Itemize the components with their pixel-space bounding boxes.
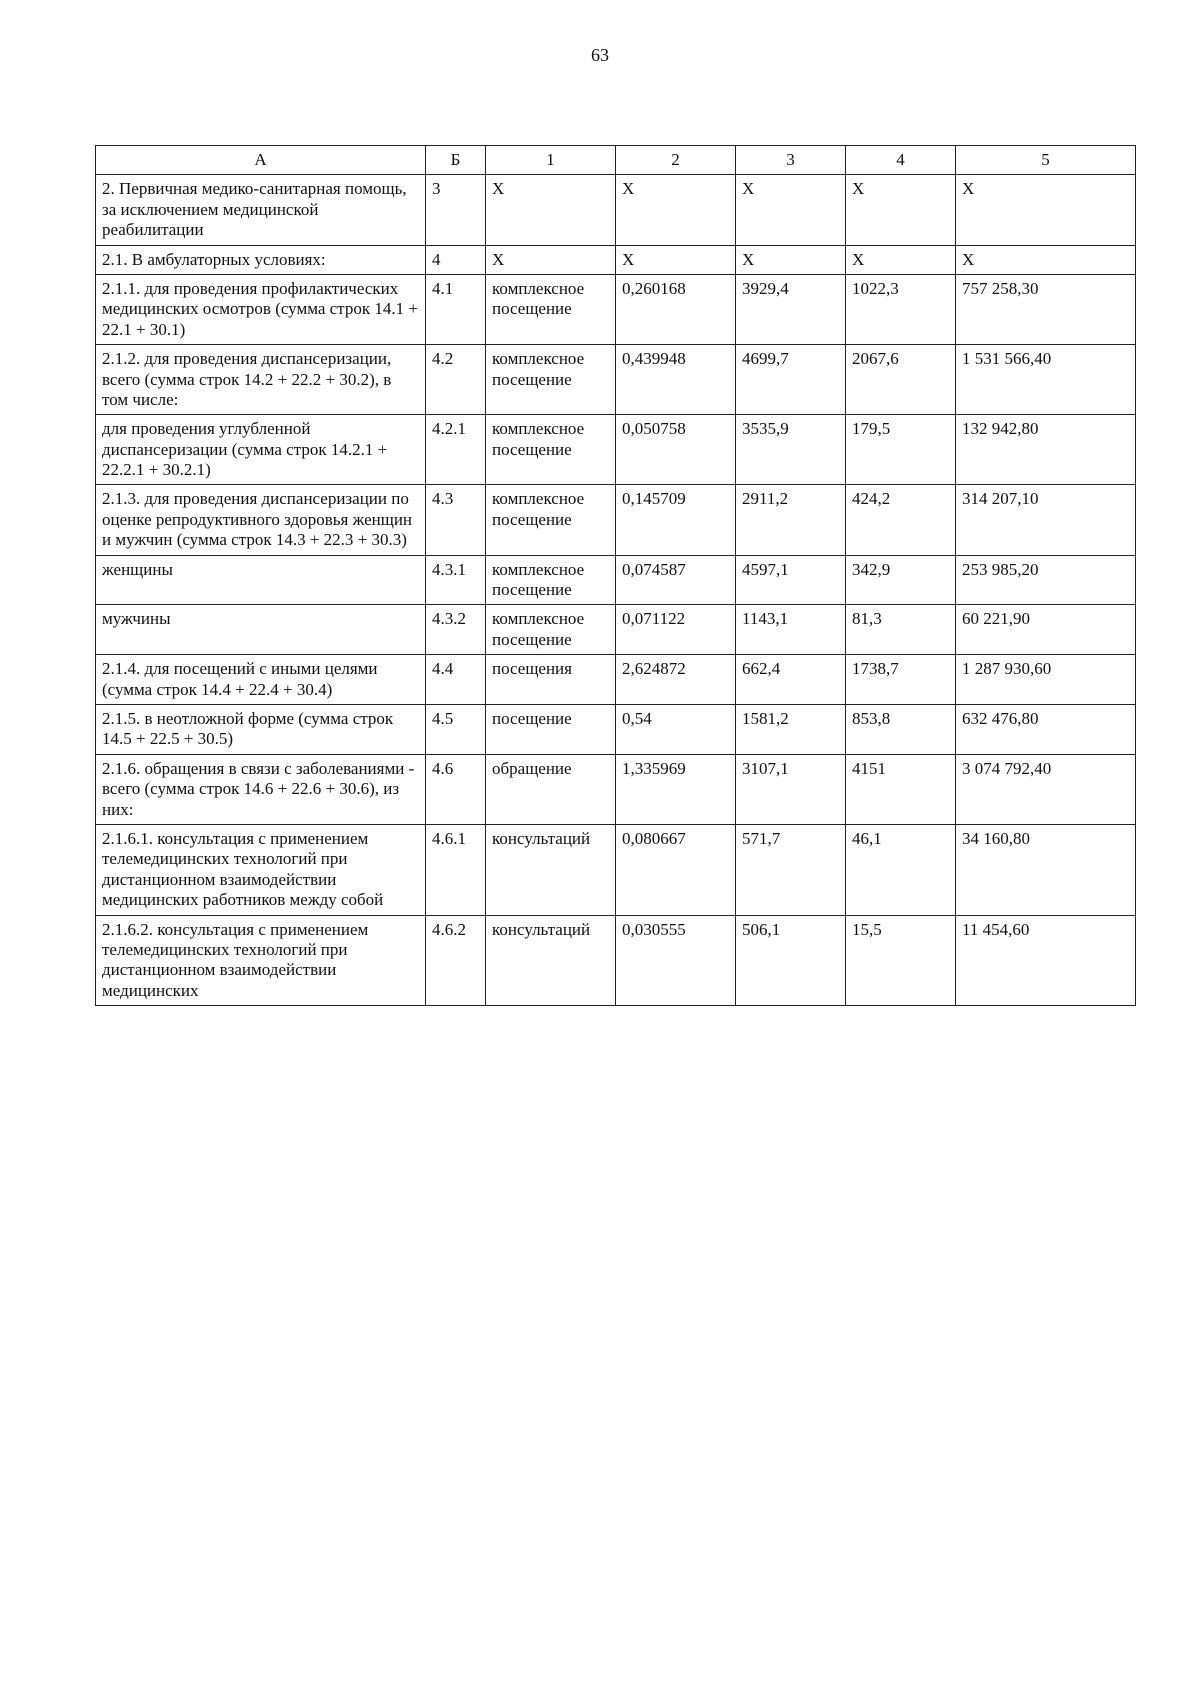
cell-a: 2.1.1. для проведения профилактических медицинских осмотров (сумма строк 14.1 + 22.1 + 30.1) — [96, 274, 426, 344]
cell-col1: обращение — [486, 754, 616, 824]
page-number: 63 — [591, 45, 609, 65]
data-table — [95, 145, 1136, 1006]
cell-b: 4.4 — [426, 655, 486, 705]
cell-col5: 757 258,30 — [956, 274, 1136, 344]
table-row — [96, 175, 1136, 245]
table-container — [95, 145, 1135, 1645]
cell-col3: Х — [736, 175, 846, 245]
header-row — [96, 146, 1136, 175]
cell-a: мужчины — [96, 605, 426, 655]
table-row — [96, 915, 1136, 1006]
table-row — [96, 605, 1136, 655]
cell-col4: 4151 — [846, 754, 956, 824]
cell-a: 2.1.4. для посещений с иными целями (сумма строк 14.4 + 22.4 + 30.4) — [96, 655, 426, 705]
cell-col3: 506,1 — [736, 915, 846, 1006]
cell-col1: Х — [486, 245, 616, 274]
cell-a: 2.1.5. в неотложной форме (сумма строк 14.5 + 22.5 + 30.5) — [96, 704, 426, 754]
cell-b: 4.5 — [426, 704, 486, 754]
cell-col1: комплексное посещение — [486, 274, 616, 344]
header-5: 5 — [956, 146, 1136, 175]
cell-col1: консультаций — [486, 915, 616, 1006]
cell-col5: 314 207,10 — [956, 485, 1136, 555]
cell-col5: 132 942,80 — [956, 415, 1136, 485]
cell-col2: Х — [616, 175, 736, 245]
table-body — [96, 175, 1136, 1006]
table-row — [96, 485, 1136, 555]
cell-b: 4.3.2 — [426, 605, 486, 655]
cell-b: 4.3.1 — [426, 555, 486, 605]
cell-b: 4.6 — [426, 754, 486, 824]
cell-col2: 2,624872 — [616, 655, 736, 705]
cell-col4: 2067,6 — [846, 345, 956, 415]
cell-col5: 60 221,90 — [956, 605, 1136, 655]
cell-col5: 3 074 792,40 — [956, 754, 1136, 824]
cell-col2: Х — [616, 245, 736, 274]
cell-col1: комплексное посещение — [486, 485, 616, 555]
cell-col1: комплексное посещение — [486, 415, 616, 485]
cell-col5: 1 531 566,40 — [956, 345, 1136, 415]
cell-b: 4.1 — [426, 274, 486, 344]
cell-col4: Х — [846, 175, 956, 245]
cell-a: 2.1.6. обращения в связи с заболеваниями - всего (сумма строк 14.6 + 22.6 + 30.6), из них: — [96, 754, 426, 824]
cell-col1: Х — [486, 175, 616, 245]
cell-col3: 4699,7 — [736, 345, 846, 415]
cell-b: 4 — [426, 245, 486, 274]
cell-a: 2. Первичная медико-санитарная помощь, за исключением медицинской реабилитации — [96, 175, 426, 245]
header-3: 3 — [736, 146, 846, 175]
table-row — [96, 655, 1136, 705]
cell-a: для проведения углубленной диспансеризации (сумма строк 14.2.1 + 22.2.1 + 30.2.1) — [96, 415, 426, 485]
cell-col2: 0,080667 — [616, 824, 736, 915]
table-row — [96, 754, 1136, 824]
cell-col2: 0,074587 — [616, 555, 736, 605]
cell-col2: 1,335969 — [616, 754, 736, 824]
table-row — [96, 415, 1136, 485]
cell-a: 2.1.2. для проведения диспансеризации, всего (сумма строк 14.2 + 22.2 + 30.2), в том числе: — [96, 345, 426, 415]
cell-b: 4.6.2 — [426, 915, 486, 1006]
header-1: 1 — [486, 146, 616, 175]
cell-col4: 15,5 — [846, 915, 956, 1006]
table-row — [96, 345, 1136, 415]
table-row — [96, 274, 1136, 344]
cell-col4: 342,9 — [846, 555, 956, 605]
cell-col3: Х — [736, 245, 846, 274]
cell-col3: 1143,1 — [736, 605, 846, 655]
cell-col4: Х — [846, 245, 956, 274]
cell-col3: 3929,4 — [736, 274, 846, 344]
cell-col3: 571,7 — [736, 824, 846, 915]
cell-col4: 424,2 — [846, 485, 956, 555]
cell-col5: 11 454,60 — [956, 915, 1136, 1006]
cell-col5: Х — [956, 175, 1136, 245]
cell-col2: 0,071122 — [616, 605, 736, 655]
cell-b: 4.2 — [426, 345, 486, 415]
cell-a: женщины — [96, 555, 426, 605]
cell-col3: 3107,1 — [736, 754, 846, 824]
cell-col2: 0,54 — [616, 704, 736, 754]
cell-col5: 253 985,20 — [956, 555, 1136, 605]
cell-col5: 632 476,80 — [956, 704, 1136, 754]
cell-col2: 0,145709 — [616, 485, 736, 555]
cell-col1: посещения — [486, 655, 616, 705]
cell-col1: комплексное посещение — [486, 605, 616, 655]
cell-col3: 662,4 — [736, 655, 846, 705]
cell-col5: Х — [956, 245, 1136, 274]
cell-col4: 1022,3 — [846, 274, 956, 344]
cell-col4: 179,5 — [846, 415, 956, 485]
table-row — [96, 824, 1136, 915]
header-2: 2 — [616, 146, 736, 175]
cell-a: 2.1.3. для проведения диспансеризации по оценке репродуктивного здоровья женщин и мужчин (сумма строк 14.3 + 22.3 + 30.3) — [96, 485, 426, 555]
cell-col3: 1581,2 — [736, 704, 846, 754]
cell-col1: комплексное посещение — [486, 555, 616, 605]
cell-a: 2.1.6.1. консультация с применением телемедицинских технологий при дистанционном взаимодействии медицинских работников между собой — [96, 824, 426, 915]
header-4: 4 — [846, 146, 956, 175]
cell-col4: 1738,7 — [846, 655, 956, 705]
header-b: Б — [426, 146, 486, 175]
cell-b: 4.6.1 — [426, 824, 486, 915]
cell-col2: 0,260168 — [616, 274, 736, 344]
cell-b: 3 — [426, 175, 486, 245]
cell-col2: 0,030555 — [616, 915, 736, 1006]
cell-col4: 46,1 — [846, 824, 956, 915]
table-row — [96, 245, 1136, 274]
cell-col3: 4597,1 — [736, 555, 846, 605]
cell-b: 4.3 — [426, 485, 486, 555]
table-row — [96, 555, 1136, 605]
cell-col5: 1 287 930,60 — [956, 655, 1136, 705]
cell-col4: 853,8 — [846, 704, 956, 754]
header-a: А — [96, 146, 426, 175]
cell-a: 2.1.6.2. консультация с применением телемедицинских технологий при дистанционном взаимодействии медицинских — [96, 915, 426, 1006]
cell-col4: 81,3 — [846, 605, 956, 655]
cell-a: 2.1. В амбулаторных условиях: — [96, 245, 426, 274]
cell-col2: 0,439948 — [616, 345, 736, 415]
cell-col3: 2911,2 — [736, 485, 846, 555]
cell-col3: 3535,9 — [736, 415, 846, 485]
cell-col5: 34 160,80 — [956, 824, 1136, 915]
table-row — [96, 704, 1136, 754]
cell-col2: 0,050758 — [616, 415, 736, 485]
cell-col1: комплексное посещение — [486, 345, 616, 415]
cell-col1: консультаций — [486, 824, 616, 915]
cell-b: 4.2.1 — [426, 415, 486, 485]
cell-col1: посещение — [486, 704, 616, 754]
